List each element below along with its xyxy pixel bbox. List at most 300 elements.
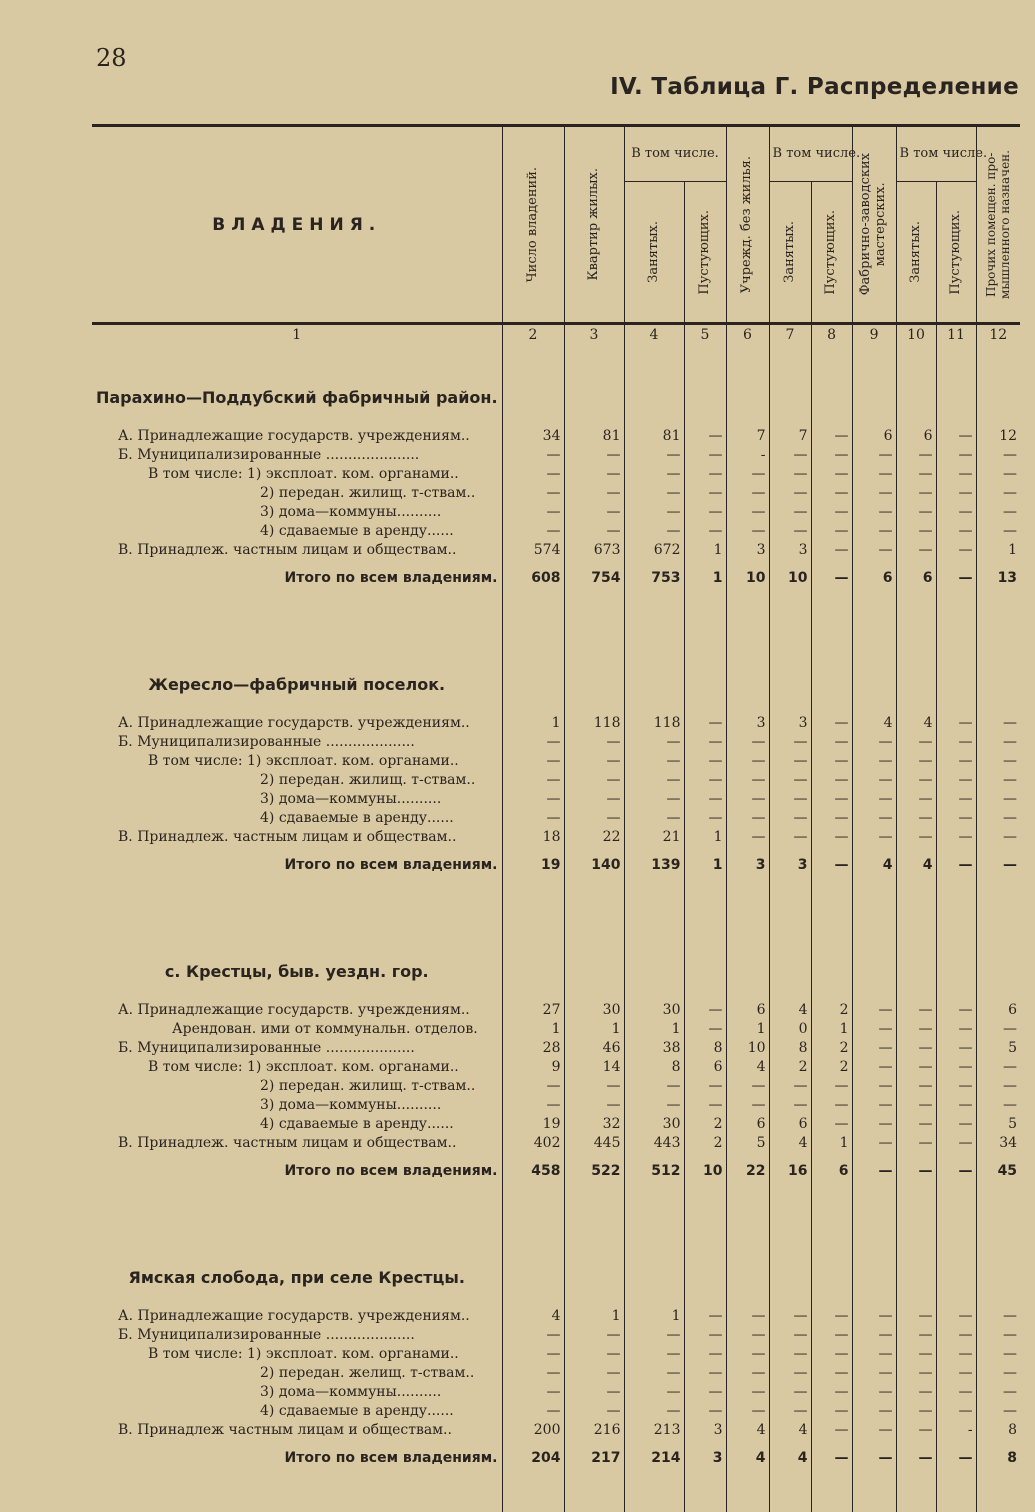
table-cell: -	[726, 446, 769, 465]
gap-row	[92, 1476, 1020, 1512]
empty-cell	[726, 1293, 769, 1307]
table-cell: —	[769, 1307, 811, 1326]
table-cell: —	[936, 1039, 976, 1058]
table-cell: 139	[624, 847, 684, 883]
table-cell: 3	[769, 541, 811, 560]
table-cell: 30	[624, 1001, 684, 1020]
table-cell: —	[936, 1058, 976, 1077]
table-cell: —	[624, 1077, 684, 1096]
empty-cell	[624, 345, 684, 413]
table-cell: —	[936, 1307, 976, 1326]
empty-cell	[769, 596, 811, 632]
table-cell: —	[811, 1307, 852, 1326]
empty-cell	[502, 632, 564, 700]
row-label: 3) дома—коммуны..........	[92, 790, 502, 809]
table-cell: —	[624, 771, 684, 790]
empty-cell	[852, 1189, 896, 1225]
table-cell: —	[936, 541, 976, 560]
table-cell: 2	[811, 1058, 852, 1077]
row-label: Б. Муниципализированные .....................	[92, 446, 502, 465]
empty-cell	[936, 596, 976, 632]
table-cell: 4	[726, 1058, 769, 1077]
table-cell: 81	[564, 427, 624, 446]
table-row	[92, 733, 1020, 752]
table-cell: 6	[852, 560, 896, 596]
gap-row	[92, 1189, 1020, 1225]
table-cell: —	[684, 752, 726, 771]
table-cell: —	[936, 733, 976, 752]
distribution-table	[92, 124, 1020, 1512]
table-row	[92, 828, 1020, 847]
empty-cell	[852, 919, 896, 987]
table-cell: —	[811, 1345, 852, 1364]
table-cell: —	[811, 1077, 852, 1096]
table-cell: —	[976, 446, 1020, 465]
table-cell: 6	[726, 1115, 769, 1134]
empty-cell	[811, 596, 852, 632]
empty-cell	[811, 883, 852, 919]
table-cell: —	[684, 522, 726, 541]
empty-cell	[852, 632, 896, 700]
empty-cell	[811, 632, 852, 700]
table-cell: —	[769, 484, 811, 503]
empty-cell	[726, 1225, 769, 1293]
table-cell: —	[811, 446, 852, 465]
table-cell: 443	[624, 1134, 684, 1153]
row-label: 3) дома—коммуны..........	[92, 1383, 502, 1402]
empty-cell	[564, 1476, 624, 1512]
table-cell: 3	[726, 541, 769, 560]
table-cell: 1	[684, 560, 726, 596]
table-cell: —	[624, 446, 684, 465]
table-cell: —	[936, 1383, 976, 1402]
table-cell: —	[684, 484, 726, 503]
table-cell: —	[936, 1345, 976, 1364]
empty-cell	[852, 413, 896, 427]
table-cell: —	[976, 465, 1020, 484]
table-cell: —	[852, 522, 896, 541]
table-cell: —	[502, 752, 564, 771]
empty-cell	[564, 919, 624, 987]
empty-cell	[92, 413, 502, 427]
table-cell: 1	[502, 714, 564, 733]
empty-cell	[726, 632, 769, 700]
table-cell: —	[896, 446, 936, 465]
table-row	[92, 1001, 1020, 1020]
table-cell: —	[852, 1364, 896, 1383]
empty-cell	[852, 1225, 896, 1293]
empty-cell	[811, 1225, 852, 1293]
empty-cell	[684, 919, 726, 987]
table-cell: —	[769, 771, 811, 790]
table-cell: 217	[564, 1440, 624, 1476]
col-number: 1	[92, 324, 502, 346]
table-cell: 13	[976, 560, 1020, 596]
empty-cell	[769, 1476, 811, 1512]
table-cell: 402	[502, 1134, 564, 1153]
table-cell: 6	[726, 1001, 769, 1020]
table-cell: —	[936, 752, 976, 771]
row-label: В том числе: 1) эксплоат. ком. органами..	[92, 1345, 502, 1364]
row-label: В том числе: 1) эксплоат. ком. органами..	[92, 465, 502, 484]
table-cell: —	[896, 733, 936, 752]
table-row	[92, 1364, 1020, 1383]
table-cell: 3	[684, 1440, 726, 1476]
table-cell: —	[502, 1077, 564, 1096]
table-cell: —	[684, 1345, 726, 1364]
table-cell: 32	[564, 1115, 624, 1134]
table-cell: 19	[502, 847, 564, 883]
table-cell: —	[684, 1020, 726, 1039]
table-cell: 38	[624, 1039, 684, 1058]
row-label: В. Принадлеж. частным лицам и обществам..	[92, 1134, 502, 1153]
table-cell: —	[624, 790, 684, 809]
table-cell: —	[684, 503, 726, 522]
empty-cell	[684, 345, 726, 413]
empty-cell	[852, 700, 896, 714]
table-cell: 4	[769, 1421, 811, 1440]
table-cell: 1	[564, 1020, 624, 1039]
table-cell: —	[624, 465, 684, 484]
empty-cell	[936, 1189, 976, 1225]
table-cell: —	[936, 809, 976, 828]
table-cell: —	[852, 503, 896, 522]
header-col-9: Фабрично-заводских мастерских.	[852, 126, 896, 324]
table-cell: —	[896, 541, 936, 560]
table-cell: —	[726, 809, 769, 828]
table-cell: —	[976, 1096, 1020, 1115]
table-cell: —	[502, 1383, 564, 1402]
empty-cell	[769, 345, 811, 413]
table-cell: —	[852, 1345, 896, 1364]
table-cell: —	[976, 771, 1020, 790]
gap-row	[92, 596, 1020, 632]
spacer-row	[92, 413, 1020, 427]
table-cell: 4	[769, 1001, 811, 1020]
table-cell: —	[769, 1364, 811, 1383]
table-cell: 1	[811, 1134, 852, 1153]
total-label: Итого по всем владениям.	[92, 1440, 502, 1476]
table-cell: —	[684, 446, 726, 465]
table-cell: —	[684, 733, 726, 752]
table-cell: —	[896, 828, 936, 847]
table-cell: —	[769, 465, 811, 484]
table-cell: —	[811, 847, 852, 883]
empty-cell	[684, 413, 726, 427]
empty-cell	[852, 596, 896, 632]
table-cell: 46	[564, 1039, 624, 1058]
section-title: Ямская слобода, при селе Крестцы.	[92, 1225, 502, 1293]
table-cell: —	[896, 1001, 936, 1020]
table-cell: —	[896, 1134, 936, 1153]
table-cell: 16	[769, 1153, 811, 1189]
table-cell: —	[726, 828, 769, 847]
table-row	[92, 1020, 1020, 1039]
table-cell: 3	[684, 1421, 726, 1440]
empty-cell	[976, 413, 1020, 427]
empty-cell	[564, 700, 624, 714]
empty-cell	[896, 413, 936, 427]
empty-cell	[502, 1293, 564, 1307]
table-cell: 3	[726, 847, 769, 883]
table-cell: 3	[726, 714, 769, 733]
empty-cell	[769, 883, 811, 919]
empty-cell	[684, 1189, 726, 1225]
table-cell: —	[564, 503, 624, 522]
empty-cell	[936, 1293, 976, 1307]
total-label: Итого по всем владениям.	[92, 560, 502, 596]
empty-cell	[896, 1225, 936, 1293]
table-cell: —	[852, 752, 896, 771]
table-cell: —	[936, 1020, 976, 1039]
table-cell: —	[726, 733, 769, 752]
table-cell: —	[976, 752, 1020, 771]
table-row	[92, 1134, 1020, 1153]
table-cell: 9	[502, 1058, 564, 1077]
table-cell: —	[852, 733, 896, 752]
table-cell: —	[852, 1096, 896, 1115]
empty-cell	[852, 345, 896, 413]
table-cell: —	[502, 771, 564, 790]
table-cell: 213	[624, 1421, 684, 1440]
spacer-row	[92, 987, 1020, 1001]
table-cell: —	[769, 752, 811, 771]
total-row	[92, 560, 1020, 596]
row-label: 3) дома—коммуны..........	[92, 503, 502, 522]
table-cell: —	[852, 809, 896, 828]
empty-cell	[684, 596, 726, 632]
table-cell: —	[976, 714, 1020, 733]
table-cell: —	[976, 1307, 1020, 1326]
table-cell: 1	[684, 828, 726, 847]
table-cell: —	[726, 752, 769, 771]
empty-cell	[564, 596, 624, 632]
table-cell: 6	[896, 560, 936, 596]
empty-cell	[769, 413, 811, 427]
empty-cell	[976, 987, 1020, 1001]
table-cell: —	[564, 752, 624, 771]
table-cell: —	[811, 427, 852, 446]
table-cell: —	[726, 1077, 769, 1096]
empty-cell	[976, 596, 1020, 632]
empty-cell	[811, 700, 852, 714]
empty-cell	[624, 919, 684, 987]
table-cell: 10	[726, 1039, 769, 1058]
table-cell: —	[564, 522, 624, 541]
table-cell: —	[684, 809, 726, 828]
table-cell: —	[564, 1402, 624, 1421]
empty-cell	[564, 632, 624, 700]
table-cell: —	[502, 733, 564, 752]
section-title: Парахино—Поддубский фабричный район.	[92, 345, 502, 413]
table-cell: —	[936, 560, 976, 596]
empty-cell	[92, 1293, 502, 1307]
table-cell: —	[769, 733, 811, 752]
table-cell: —	[936, 484, 976, 503]
empty-cell	[936, 919, 976, 987]
col-number: 4	[624, 324, 684, 346]
empty-cell	[976, 1476, 1020, 1512]
table-cell: 5	[976, 1115, 1020, 1134]
empty-cell	[564, 1189, 624, 1225]
table-cell: —	[852, 1440, 896, 1476]
section-title-row	[92, 345, 1020, 413]
table-cell: —	[811, 484, 852, 503]
table-cell: —	[624, 752, 684, 771]
header-group-c: В том числе.	[896, 126, 976, 182]
table-cell: —	[502, 790, 564, 809]
empty-cell	[936, 345, 976, 413]
table-cell: —	[564, 1345, 624, 1364]
table-cell: 7	[769, 427, 811, 446]
table-cell: 458	[502, 1153, 564, 1189]
empty-cell	[726, 413, 769, 427]
table-cell: 1	[624, 1307, 684, 1326]
table-row	[92, 1345, 1020, 1364]
table-cell: —	[852, 1402, 896, 1421]
table-cell: 200	[502, 1421, 564, 1440]
table-cell: 4	[769, 1440, 811, 1476]
table-row	[92, 484, 1020, 503]
empty-cell	[936, 883, 976, 919]
table-cell: 4	[726, 1440, 769, 1476]
empty-cell	[852, 1293, 896, 1307]
table-cell: —	[624, 522, 684, 541]
header-col-2: Число владений.	[502, 126, 564, 324]
table-cell: 8	[769, 1039, 811, 1058]
table-cell: 204	[502, 1440, 564, 1476]
table-cell: 10	[684, 1153, 726, 1189]
empty-cell	[502, 413, 564, 427]
table-cell: —	[564, 1096, 624, 1115]
table-cell: —	[564, 1326, 624, 1345]
empty-cell	[811, 1189, 852, 1225]
table-row	[92, 1402, 1020, 1421]
table-cell: —	[564, 1383, 624, 1402]
table-row	[92, 1077, 1020, 1096]
table-cell: —	[936, 427, 976, 446]
table-cell: —	[769, 522, 811, 541]
col-number: 8	[811, 324, 852, 346]
header-col-6: Учрежд. без жилья.	[726, 126, 769, 324]
table-cell: —	[811, 1421, 852, 1440]
table-cell: —	[852, 1039, 896, 1058]
row-label: А. Принадлежащие государств. учреждениям..	[92, 427, 502, 446]
empty-cell	[92, 596, 502, 632]
section-title-row	[92, 1225, 1020, 1293]
empty-cell	[502, 987, 564, 1001]
table-cell: —	[811, 1115, 852, 1134]
table-cell: —	[502, 522, 564, 541]
table-cell: 81	[624, 427, 684, 446]
table-cell: 8	[976, 1440, 1020, 1476]
table-cell: —	[976, 1077, 1020, 1096]
table-cell: 2	[684, 1134, 726, 1153]
table-cell: —	[896, 1153, 936, 1189]
table-cell: —	[502, 809, 564, 828]
page-title: IV. Таблица Г. Распределение	[610, 74, 1019, 100]
table-cell: —	[624, 1345, 684, 1364]
table-cell: —	[852, 1058, 896, 1077]
empty-cell	[769, 1225, 811, 1293]
table-cell: 19	[502, 1115, 564, 1134]
table-cell: 753	[624, 560, 684, 596]
table-cell: —	[976, 733, 1020, 752]
table-cell: —	[684, 427, 726, 446]
table-cell: —	[502, 1364, 564, 1383]
table-cell: —	[769, 790, 811, 809]
empty-cell	[624, 1293, 684, 1307]
empty-cell	[92, 1189, 502, 1225]
table-row	[92, 1307, 1020, 1326]
table-cell: —	[811, 465, 852, 484]
table-cell: —	[936, 1115, 976, 1134]
col-number: 6	[726, 324, 769, 346]
empty-cell	[896, 345, 936, 413]
table-cell: 608	[502, 560, 564, 596]
empty-cell	[684, 883, 726, 919]
empty-cell	[936, 700, 976, 714]
col-number: 9	[852, 324, 896, 346]
table-cell: 118	[564, 714, 624, 733]
empty-cell	[936, 1225, 976, 1293]
table-cell: 8	[976, 1421, 1020, 1440]
total-row	[92, 1440, 1020, 1476]
row-label: В том числе: 1) эксплоат. ком. органами..	[92, 752, 502, 771]
table-cell: —	[564, 809, 624, 828]
table-cell: —	[726, 790, 769, 809]
row-label: Б. Муниципализированные ....................	[92, 733, 502, 752]
header-col-8: Пустующих.	[811, 182, 852, 324]
table-cell: 30	[564, 1001, 624, 1020]
empty-cell	[852, 987, 896, 1001]
table-cell: —	[624, 1383, 684, 1402]
table-cell: —	[624, 1402, 684, 1421]
table-cell: —	[936, 503, 976, 522]
empty-cell	[564, 1293, 624, 1307]
table-cell: —	[811, 809, 852, 828]
table-cell: —	[769, 809, 811, 828]
col-number: 3	[564, 324, 624, 346]
table-cell: 4	[852, 847, 896, 883]
table-cell: —	[564, 484, 624, 503]
table-cell: 214	[624, 1440, 684, 1476]
table-cell: 10	[726, 560, 769, 596]
table-cell: —	[769, 1326, 811, 1345]
empty-cell	[726, 987, 769, 1001]
table-row	[92, 809, 1020, 828]
empty-cell	[502, 596, 564, 632]
table-cell: —	[896, 1345, 936, 1364]
empty-cell	[502, 1476, 564, 1512]
table-row	[92, 752, 1020, 771]
empty-cell	[684, 632, 726, 700]
table-cell: —	[684, 771, 726, 790]
empty-cell	[624, 1189, 684, 1225]
table-cell: —	[896, 1115, 936, 1134]
table-cell: —	[811, 790, 852, 809]
empty-cell	[936, 1476, 976, 1512]
table-cell: —	[936, 714, 976, 733]
empty-cell	[726, 1189, 769, 1225]
empty-cell	[624, 883, 684, 919]
empty-cell	[769, 987, 811, 1001]
table-cell: —	[811, 1440, 852, 1476]
table-cell: —	[896, 503, 936, 522]
empty-cell	[502, 883, 564, 919]
table-cell: —	[936, 1153, 976, 1189]
table-cell: —	[811, 560, 852, 596]
